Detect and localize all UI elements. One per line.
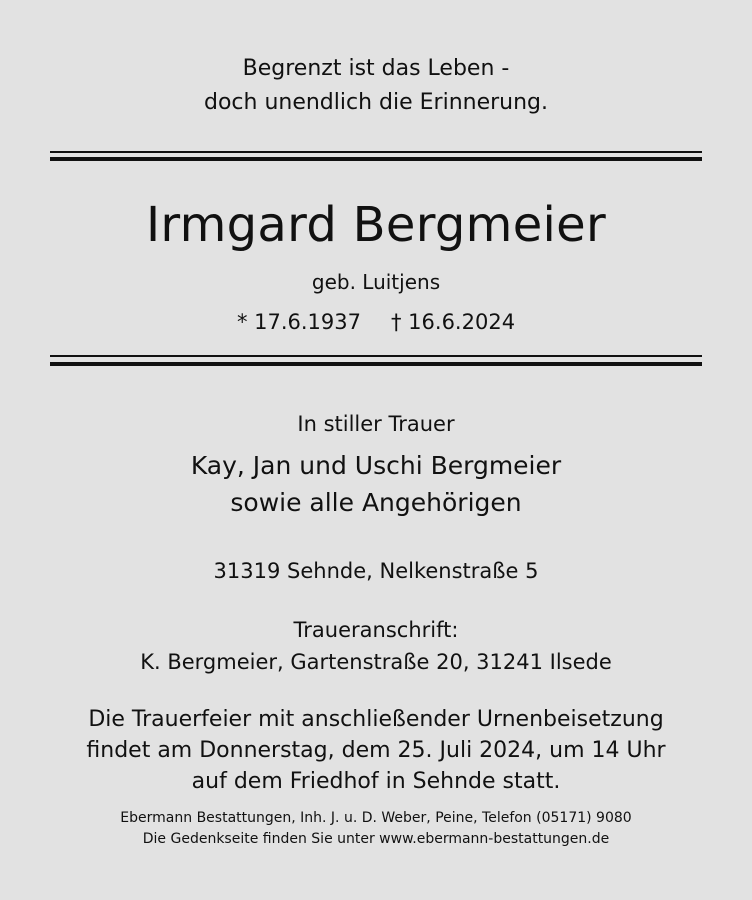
mourning-address-label: Traueranschrift: (293, 618, 459, 642)
life-dates (0, 310, 752, 334)
mourning-address: K. Bergmeier, Gartenstraße 20, 31241 Ilsede (140, 650, 612, 674)
mourners-line-1: Kay, Jan und Uschi Bergmeier (190, 451, 562, 480)
birth-date: * 17.6.1937 (236, 310, 361, 334)
maiden-name: geb. Luitjens (311, 270, 441, 294)
divider-top-thin (50, 151, 702, 153)
deceased-name: Irmgard Bergmeier (145, 197, 607, 253)
divider-bottom-thin (50, 355, 702, 357)
quote-line-1: Begrenzt ist das Leben - (242, 56, 510, 81)
mourners-line-2: sowie alle Angehörigen (230, 488, 522, 517)
residence-address: 31319 Sehnde, Nelkenstraße 5 (213, 559, 539, 583)
divider-top-thick (50, 157, 702, 161)
ceremony-line-1: Die Trauerfeier mit anschließender Urnenbeisetzung (88, 707, 664, 732)
mourning-intro: In stiller Trauer (297, 412, 455, 436)
death-date: † 16.6.2024 (391, 310, 516, 334)
divider-bottom-thick (50, 362, 702, 366)
quote-line-2: doch unendlich die Erinnerung. (203, 90, 549, 115)
memorial-page-info: Die Gedenkseite finden Sie unter www.ebermann-bestattungen.de (142, 831, 610, 847)
ceremony-line-2: findet am Donnerstag, dem 25. Juli 2024, um 14 Uhr (86, 738, 666, 763)
ceremony-line-3: auf dem Friedhof in Sehnde statt. (191, 769, 561, 794)
funeral-home-info: Ebermann Bestattungen, Inh. J. u. D. Weber, Peine, Telefon (05171) 9080 (120, 810, 632, 826)
